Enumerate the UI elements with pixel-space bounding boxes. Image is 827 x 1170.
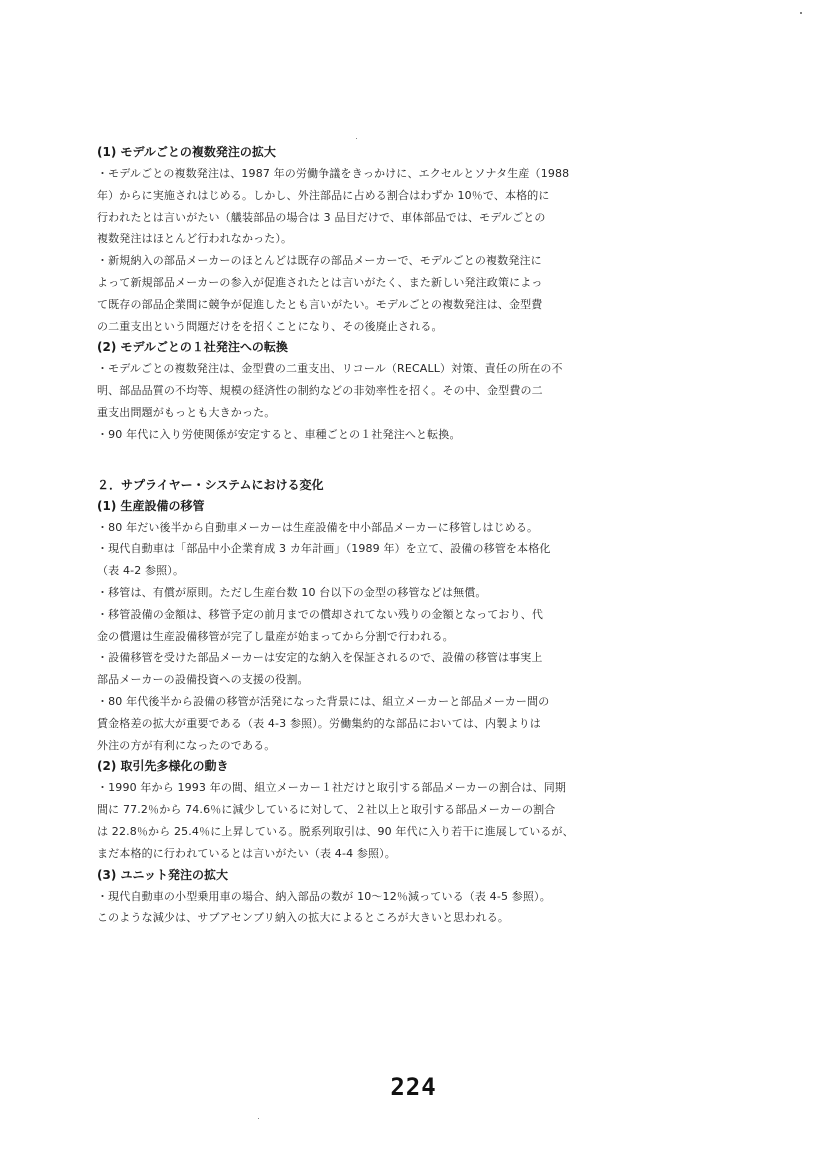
body-line: の二重支出という問題だけをを招くことになり、その後廃止される。 xyxy=(97,319,443,333)
body-line: 年）からに実施されはじめる。しかし、外注部品に占める割合はわずか 10％で、本格的に xyxy=(97,188,550,202)
body-line: このような減少は、サブアセンブリ納入の拡大によるところが大きいと思われる。 xyxy=(97,911,509,925)
body-line: 賃金格差の拡大が重要である（表 4-3 参照）。労働集約的な部品においては、内製よりは xyxy=(97,716,541,730)
body-line: ・移管設備の金額は、移管予定の前月までの償却されてない残りの金額となっており、代 xyxy=(97,607,543,621)
body-line: 複数発注はほとんど行われなかった）。 xyxy=(97,232,293,246)
body-line: ・モデルごとの複数発注は、1987 年の労働争議をきっかけに、エクセルとソナタ生産（1988 xyxy=(97,167,570,180)
body-line: ・設備移管を受けた部品メーカーは安定的な納入を保証されるので、設備の移管は事実上 xyxy=(97,651,543,665)
scan-speck xyxy=(356,138,357,139)
body-line: ・移管は、有償が原則。ただし生産台数 10 台以下の金型の移管などは無償。 xyxy=(97,585,487,599)
body-line: ・現代自動車は「部品中小企業育成 3 カ年計画」（1989 年）を立て、設備の移管を本格化 xyxy=(97,542,551,556)
section-title-supplier-system: ２．サプライヤー・システムにおける変化 xyxy=(97,477,324,492)
body-line: ・80 年代後半から設備の移管が活発になった背景には、組立メーカーと部品メーカー間の xyxy=(97,694,550,708)
body-line: 部品メーカーの設備投資への支援の役割。 xyxy=(97,673,309,687)
body-line: は 22.8％から 25.4％に上昇している。脱系列取引は、90 年代に入り若干に進展しているが、 xyxy=(97,824,574,838)
subsection-heading-supplier-diversification: (2) 取引先多様化の動き xyxy=(97,759,229,774)
subsection-heading-unit-ordering: (3) ユニット発注の拡大 xyxy=(97,867,229,882)
body-line: ・80 年だい後半から自動車メーカーは生産設備を中小部品メーカーに移管しはじめる。 xyxy=(97,520,539,534)
body-line: よって新規部品メーカーの参入が促進されたとは言いがたく、また新しい発注政策によっ xyxy=(97,275,543,289)
body-line: 外注の方が有利になったのである。 xyxy=(97,738,276,752)
body-line: 金の償還は生産設備移管が完了し量産が始まってから分割で行われる。 xyxy=(97,629,454,643)
body-line: 行われたとは言いがたい（艤装部品の場合は 3 品目だけで、車体部品では、モデルごとの xyxy=(97,210,546,224)
subsection-heading-multiple-ordering: (1) モデルごとの複数発注の拡大 xyxy=(97,145,276,159)
body-line: ・1990 年から 1993 年の間、組立メーカー１社だけと取引する部品メーカーの割合は、同期 xyxy=(97,781,567,795)
body-line: ・モデルごとの複数発注は、金型費の二重支出、リコール（RECALL）対策、責任の所在の不 xyxy=(97,362,563,376)
body-line: ・新規納入の部品メーカーのほとんどは既存の部品メーカーで、モデルごとの複数発注に xyxy=(97,254,542,268)
body-line: て既存の部品企業間に競争が促進したとも言いがたい。モデルごとの複数発注は、金型費 xyxy=(97,297,543,311)
body-line: まだ本格的に行われているとは言いがたい（表 4-4 参照）。 xyxy=(97,846,396,860)
scan-speck xyxy=(258,1118,259,1119)
body-line: （表 4-2 参照）。 xyxy=(97,564,185,578)
section-gap xyxy=(97,446,697,474)
body-line: 重支出問題がもっとも大きかった。 xyxy=(97,405,276,419)
subsection-heading-equipment-transfer: (1) 生産設備の移管 xyxy=(97,498,205,513)
page-number: 224 xyxy=(390,1073,437,1101)
body-line: ・現代自動車の小型乗用車の場合、納入部品の数が 10～12％減っている（表 4-5 参照）。 xyxy=(97,889,551,903)
body-line: 間に 77.2％から 74.6％に減少しているに対して、２社以上と取引する部品メーカーの割合 xyxy=(97,803,556,817)
body-line: 明、部品品質の不均等、規模の経済性の制約などの非効率性を招く。その中、金型費の二 xyxy=(97,384,543,398)
scan-speck xyxy=(800,12,802,14)
document-body xyxy=(97,142,697,929)
subsection-heading-single-ordering: (2) モデルごとの１社発注への転換 xyxy=(97,340,288,355)
body-line: ・90 年代に入り労使関係が安定すると、車種ごとの１社発注へと転換。 xyxy=(97,427,461,441)
